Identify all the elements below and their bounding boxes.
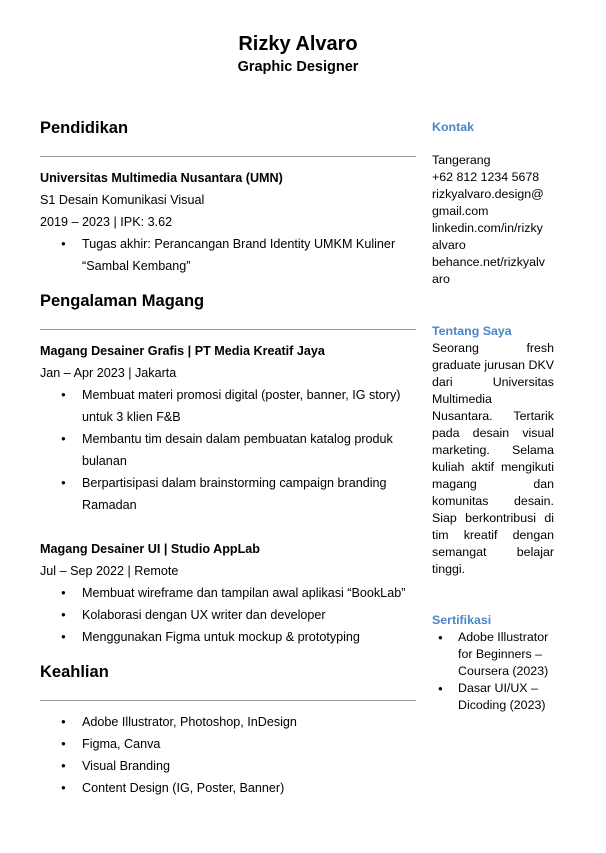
contact-line: +62 812 1234 5678 bbox=[432, 170, 540, 184]
contact-block bbox=[432, 152, 554, 288]
resume-header bbox=[0, 33, 596, 76]
contact-line: behance.net/rizkyalv bbox=[432, 255, 545, 269]
experience-divider bbox=[40, 329, 416, 330]
contact-title bbox=[432, 119, 554, 136]
list-item-line: untuk 3 klien F&B bbox=[82, 410, 181, 424]
cert-block bbox=[432, 612, 554, 714]
list-item: ● Kolaborasi dengan UX writer dan developer bbox=[82, 604, 416, 626]
job-heading: Magang Desainer UI | Studio AppLab bbox=[40, 542, 260, 556]
skills-list bbox=[40, 711, 416, 799]
contact-line: linkedin.com/in/rizky bbox=[432, 221, 543, 235]
list-item: ● Adobe Illustrator, Photoshop, InDesign bbox=[82, 711, 416, 733]
list-item bbox=[82, 472, 416, 516]
education-title: Pendidikan bbox=[40, 119, 129, 137]
job-bullets bbox=[40, 384, 416, 516]
list-item-line: bulanan bbox=[82, 454, 127, 468]
contact-line: rizkyalvaro.design@ bbox=[432, 187, 544, 201]
list-item bbox=[82, 384, 416, 428]
list-item bbox=[82, 233, 416, 277]
job-meta: Jul – Sep 2022 | Remote bbox=[40, 564, 179, 578]
list-item-line: ● Membuat materi promosi digital (poster, banner, IG story) bbox=[82, 388, 401, 402]
skills-title: Keahlian bbox=[40, 663, 109, 681]
education-degree: S1 Desain Komunikasi Visual bbox=[40, 193, 205, 207]
job-heading: Magang Desainer Grafis | PT Media Kreatif Jaya bbox=[40, 344, 325, 358]
list-item-line: ● Tugas akhir: Perancangan Brand Identity UMKM Kuliner bbox=[82, 237, 396, 251]
candidate-role: Graphic Designer bbox=[237, 59, 359, 75]
list-item: ● Membuat wireframe dan tampilan awal aplikasi “BookLab” bbox=[82, 582, 416, 604]
education-school: Universitas Multimedia Nusantara (UMN) bbox=[40, 171, 283, 185]
list-item-line: Coursera (2023) bbox=[458, 664, 549, 678]
contact-line: gmail.com bbox=[432, 204, 489, 218]
about-heading: Tentang Saya bbox=[432, 324, 512, 338]
list-item-line: “Sambal Kembang” bbox=[82, 259, 191, 273]
job-meta: Jan – Apr 2023 | Jakarta bbox=[40, 366, 177, 380]
contact-line: aro bbox=[432, 272, 450, 286]
list-item-line: Ramadan bbox=[82, 498, 137, 512]
list-item-line: ● Dasar UI/UX – bbox=[458, 681, 538, 695]
experience-title: Pengalaman Magang bbox=[40, 292, 205, 310]
education-period: 2019 – 2023 | IPK: 3.62 bbox=[40, 215, 173, 229]
list-item bbox=[458, 680, 554, 714]
main-column bbox=[40, 118, 416, 799]
about-block bbox=[432, 323, 554, 578]
education-divider bbox=[40, 156, 416, 157]
skills-divider bbox=[40, 700, 416, 701]
about-text: Seorang fresh graduate jurusan DKV dari Universitas Multimedia Nusantara. Tertarik pada desain visual marketing. Selama kuliah aktif mengikuti magang dan komunitas desain. Siap berkontribusi di tim kreatif dengan semangat belajar tinggi. bbox=[432, 341, 554, 576]
education-bullets bbox=[40, 233, 416, 277]
cert-heading: Sertifikasi bbox=[432, 613, 492, 627]
list-item bbox=[82, 428, 416, 472]
list-item: ● Visual Branding bbox=[82, 755, 416, 777]
list-item-line: ● Membantu tim desain dalam pembuatan katalog produk bbox=[82, 432, 393, 446]
list-item: ● Figma, Canva bbox=[82, 733, 416, 755]
cert-list bbox=[432, 629, 554, 714]
candidate-name: Rizky Alvaro bbox=[238, 33, 358, 55]
list-item-line: ● Berpartisipasi dalam brainstorming campaign branding bbox=[82, 476, 387, 490]
list-item-line: ● Adobe Illustrator bbox=[458, 630, 549, 644]
job-bullets bbox=[40, 582, 416, 648]
list-item bbox=[458, 629, 554, 680]
list-item: ● Menggunakan Figma untuk mockup & prototyping bbox=[82, 626, 416, 648]
contact-heading: Kontak bbox=[432, 120, 474, 134]
list-item: ● Content Design (IG, Poster, Banner) bbox=[82, 777, 416, 799]
contact-line: alvaro bbox=[432, 238, 466, 252]
contact-line: Tangerang bbox=[432, 153, 491, 167]
list-item-line: Dicoding (2023) bbox=[458, 698, 546, 712]
list-item-line: for Beginners – bbox=[458, 647, 543, 661]
